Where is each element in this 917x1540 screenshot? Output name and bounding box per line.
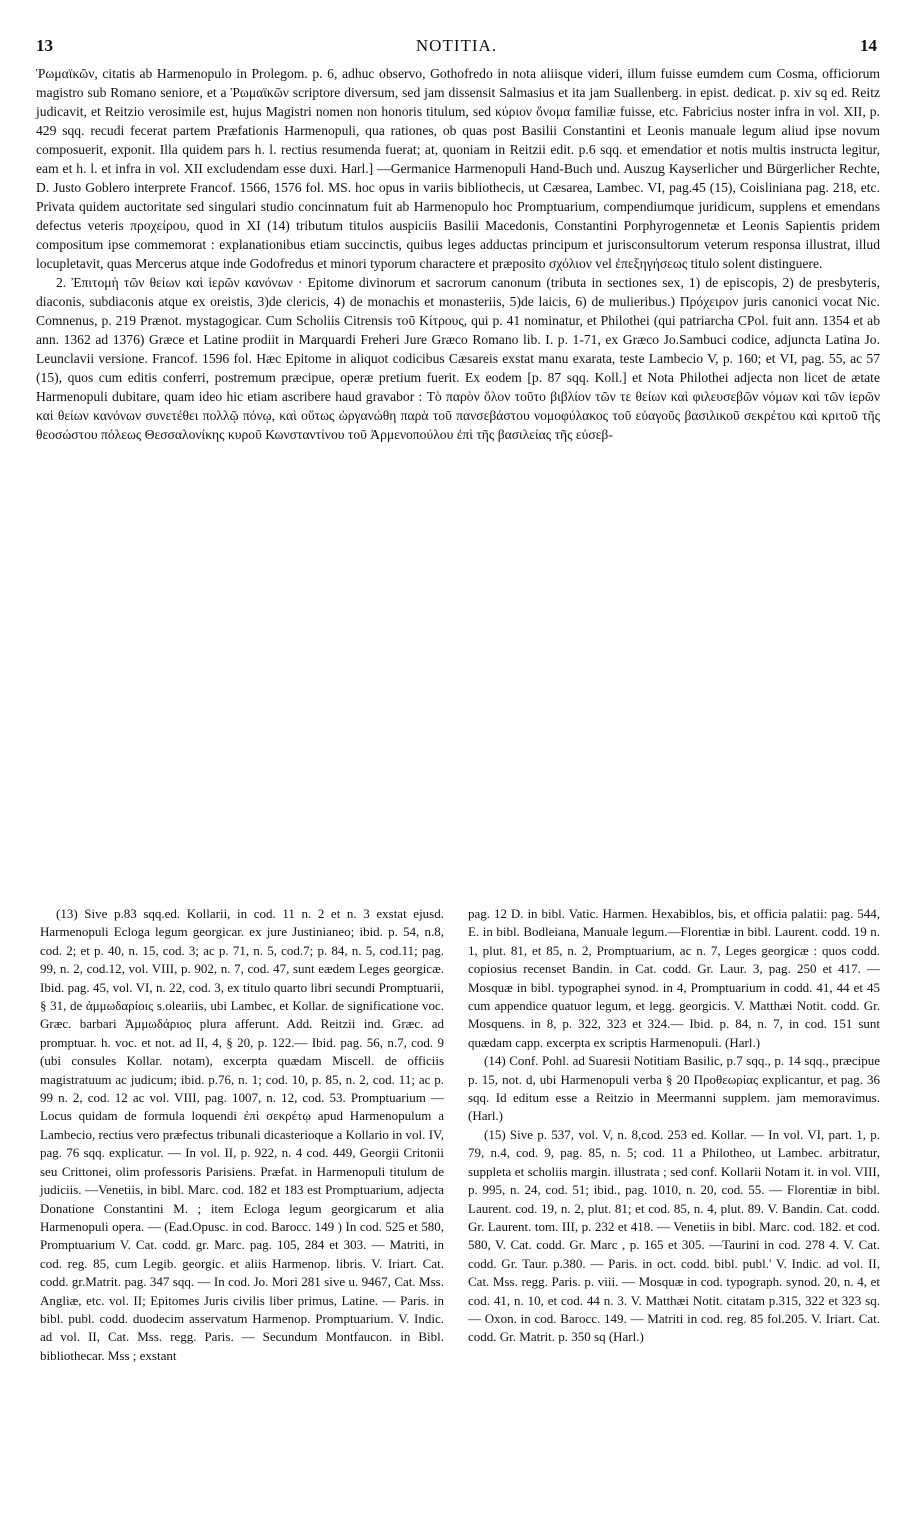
- footnote-13-continued: pag. 12 D. in bibl. Vatic. Harmen. Hexabiblos, bis, et officia palatii: pag. 544, E. in bibl. Bodleiana, Manuale legum.—Florentiæ in bibl. Laurent. codd. 19 n. 1, plut. 81, et 85, n. 2, Promptuarium, ac n. 7, Leges georgicæ : quos codd. copiosius recenset Bandin. in Cat. codd. Gr. Laur. 3, pag. 250 et 417. — Mosquæ in bibl. typographei synod. in 4, Promptuarium in codd. 41, 44 et 45 cum appendice quatuor legum, et legg. georgicis. V. Matthæi Notit. codd. Gr. Mosquens. in 8, p. 322, 323 et 324.— Ibid. p. 84, n. 7, in cod. 151 sunt quædam capp. excerpta ex scriptis Harmenopuli. (Harl.): [468, 906, 880, 1050]
- running-title: NOTITIA.: [415, 36, 498, 55]
- left-page-number: 13: [36, 36, 53, 55]
- main-paragraph-1: Ῥωμαϊκῶν, citatis ab Harmenopulo in Prolegom. p. 6, adhuc observo, Gothofredo in nota aliisque videri, illum fuisse eumdem cum Cosma, officiorum magistro sub Romano seniore, et a Ῥωμαϊκῶν scriptore diversum, sed jam dissensit Salmasius et ita jam Suallenberg. in epist. dedicat. p. xiv sq ed. Reitz judicavit, et Reitzio verosimile est, hujus Magistri nomen non honoris titulum, sed κύριον ὄνομα familiæ fuisse, etc. Fabricius noster infra in vol. XII, p. 429 sqq. recudi fecerat partem Præfationis Harmenopuli, qua rationes, ob quas post Basilii Constantini et Leonis manuale legum aliud ipse novum composuerit, exponit. Illa quidem pars h. l. rectius resumenda fuerat; at, quoniam in Reitzii edit. p.6 sqq. et emendatior et notis multis instructa legitur, eam et h. l. et infra in vol. XII excludendam esse duxi. Harl.] —Germanice Harmenopuli Hand-Buch und. Auszug Kayserlicher und Bürgerlicher Rechte, D. Justo Goblero interprete Francof. 1566, 1576 fol. MS. hoc opus in variis bibliothecis, ut Cæsarea, Lambec. VI, pag.45 (15), Coisliniana pag. 218, etc. Privata quidem auctoritate sed singulari studio concinnatum fuit ab Harmenopulo hoc Promptuarium, compendiumque juridicum, supplens et emendans defectus veteris προχείρου, quod in XI (14) tributum titulos auspiciis Basilii Macedonis, Constantini Porphyrogennetæ et Leonis Sapientis pridem compositum ipse commemorat : explanationibus etiam succinctis, quibus leges adductas principum et jurisconsultorum veterum responsa illustrat, illud locupletavit, quas Mercerus atque inde Godofredus et minori typorum charactere et præposito σχόλιον vel ἐπεξηγήσεως titulo solent distinguere.: [36, 66, 880, 271]
- footnote-13: (13) Sive p.83 sqq.ed. Kollarii, in cod. 11 n. 2 et n. 3 exstat ejusd. Harmenopuli Ecloga legum georgicar. ex jure Justinianeo; ibid. p. 54, n.8, cod. 2; et p. 40, n. 15, cod. 3; ac p. 71, n. 5, cod.7; p. 84, n. 5, cod.11; pag. 99, n. 2, cod.12, vol. VIII, p. 902, n. 7, cod. 47, sunt eædem Leges georgicæ. Ibid. pag. 45, vol. VI, n. 22, cod. 3, ex titulo quarto libri secundi Promptuarii, § 31, de ἀμμωδαρίοις s.oleariis, ubi Lambec, et Kollar. de significatione voc. Græc. barbari Ἀμμωδάριος plura afferunt. Add. Reitzii ind. Græc. ad promptuar. h. voc. et not. ad II, 4, § 20, p. 122.— Ibid. pag. 56, n.7, cod. 9 (ubi consules Kollar. notam), excerpta quædam Miscell. de officiis magistratuum ac judicum; ibid. p.76, n. 1; cod. 10, p. 85, n. 2, cod. 11; ac p. 99 n. 2, cod. 12 ac vol. VIII, pag. 1007, n. 12, cod. 53. Promptuarium — Locus quidam de formula loquendi ἐπὶ σεκρέτῳ apud Harmenopulum a Lambecio, rectius vero præfectus tribunali dicasterioque a Kollario in vol. IV, pag. 76 sqq. explicatur. — In vol. II, p. 922, n. 4 cod. 449, Georgii Critonii seu Crittonei, olim professoris Parisiens. Præfat. in Harmenopuli titulum de judiciis. —Venetiis, in bibl. Marc. cod. 182 et 183 est Promptuarium, adjecta Donatione Constantini M. ; item Ecloga legum georgicarum et alia Harmenopuli opera. — (Ead.Opusc. in cod. Barocc. 149 ) In cod. 525 et 580, Promptuarium V. Cat. codd. gr. Marc. pag. 105, 284 et 303. — Matriti, in cod. reg. 85, cum Legib. georgic. et aliis Harmenop. libris. V. Iriart. Cat. codd. gr.Matrit. pag. 347 sqq. — In cod. Jo. Mori 281 sive u. 9467, Cat. Mss. Angliæ, etc. vol. II; Epitomes Juris civilis liber primus, Latine. — Paris. in bibl. publ. codd. duodecim asservatum Harmenop. Promptuarium. V. Indic. ad vol. II, Cat. Mss. regg. Paris. — Secundum Montfaucon. in Bibl. bibliothecar. Mss ; exstant: [40, 906, 444, 1363]
- main-text-block: [36, 64, 880, 444]
- running-head: [36, 36, 877, 58]
- footnote-15: (15) Sive p. 537, vol. V, n. 8,cod. 253 ed. Kollar. — In vol. VI, part. 1, p. 79, n.4, cod. 9, pag. 85, n. 5; cod. 11 a Philotheo, ut Lambec. arbitratur, suppleta et scholiis margin. illustrata ; sed conf. Kollarii Notam it. in vol. VIII, p. 995, n. 24, cod. 51; ibid., pag. 1010, n. 20, cod. 55. — Florentiæ in bibl. Laurent. cod. 19, n. 2, plut. 81; et cod. 85, n. 4, plut. 89. V. Bandin. Cat. codd. Gr. Laurent. tom. III, p. 232 et 418. — Venetiis in bibl. Marc. cod. 182. et cod. 580, V. Cat. codd. Gr. Marc , p. 165 et 305. —Taurini in cod. 278 4. V. Cat. codd. Gr. Taur. p.380. — Paris. in oct. codd. bibl. publ.' V. Indic. ad vol. II, Cat. Mss. regg. Paris. p. viii. — Mosquæ in cod. typograph. synod. 20, n. 4, et cod. 41, n. 10, et cod. 44 n. 3. V. Matthæi Notit. citatam p.315, 322 et 323 sq. — Oxon. in cod. Barocc. 149. — Matriti in cod. reg. 85 fol.205. V. Iriart. Cat. codd. Gr. Matrit. p. 350 sq (Harl.): [468, 1126, 880, 1345]
- footnotes-left-column: [40, 905, 444, 1365]
- footnotes-right-column: [468, 905, 880, 1347]
- right-page-number: 14: [860, 36, 877, 55]
- main-paragraph-2: 2. Ἐπιτομὴ τῶν θείων καὶ ἱερῶν κανόνων · Epitome divinorum et sacrorum canonum (tributa in sectiones sex, 1) de episcopis, 2) de presbyteris, diaconis, subdiaconis atque ex oreistis, 3)de clericis, 4) de monachis et monasteriis, 5)de laicis, 6) de mulieribus.) Πρόχειρον juris canonici vocat Nic. Comnenus, p. 219 Prænot. mystagogicar. Cum Scholiis Citrensis τοῦ Κίτρους, qui p. 41 nominatur, et Philothei (qui patriarcha CPol. fuit ann. 1354 et ab ann. 1362 ad 1376) Græce et Latine prodiit in Marquardi Freheri Jure Græco Romano lib. I. p. 1-71, ex Græco Jo.Sambuci codice, adjuncta Latina Jo. Leunclavii versione. Francof. 1596 fol. Hæc Epitome in aliquot codicibus Cæsareis exstat manu exarata, teste Lambecio V, p. 160; et VI, pag. 55, ac 57 (15), quos cum editis conferri, postremum præcipue, operæ pretium fuerit. Ex eodem [p. 87 sqq. Koll.] et Nota Philothei adjecta non licet de ætate Harmenopuli dubitare, quam ideo hic etiam ascribere haud gravabor : Τὸ παρὸν ὅλον τοῦτο βιβλίον τῶν τε θείων καὶ φιλευσεβῶν νόμων καὶ τῶν ἱερῶν καὶ θείων κανόνων συνετέθει πολλῷ πόνῳ, καὶ οὕτως ὠργανώθη παρὰ τοῦ πανσεβάστου νομοφύλακος τοῦ εὐαγοῦς βασιλικοῦ σεκρέτου καὶ κριτοῦ τῆς θεοσώστου πόλεως Θεσσαλονίκης κυροῦ Κωνσταντίνου τοῦ Ἀρμενοπούλου ἐπὶ τῆς βασιλείας τῆς εὐσεβ-: [36, 275, 880, 442]
- footnote-14: (14) Conf. Pohl. ad Suaresii Notitiam Basilic, p.7 sqq., p. 14 sqq., præcipue p. 15, not. d, ubi Harmenopuli verba § 20 Προθεωρίας explicantur, et pag. 36 sqq. Id editum esse a Reitzio in Meermanni supplem. jam memoravimus. (Harl.): [468, 1053, 880, 1124]
